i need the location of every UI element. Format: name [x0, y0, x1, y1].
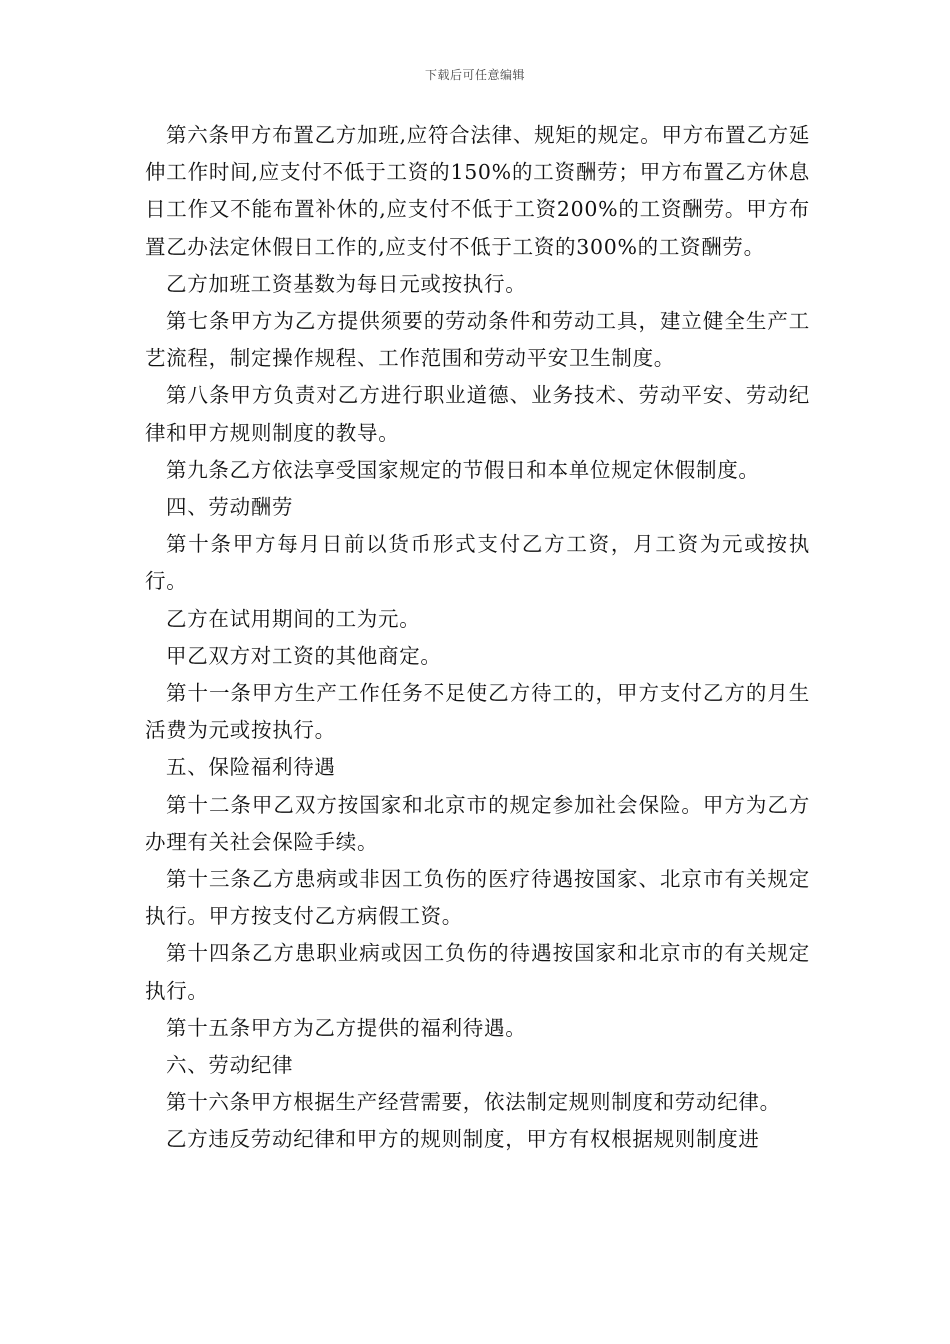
- overtime-base-paragraph: 乙方加班工资基数为每日元或按执行。: [166, 271, 527, 296]
- article-9-paragraph: 第九条乙方依法享受国家规定的节假日和本单位规定休假制度。: [166, 457, 760, 482]
- article-10-paragraph: 第十条甲方每月日前以货币形式支付乙方工资，月工资为元或按执行。: [145, 532, 810, 594]
- section-heading-labor-discipline: 六、劳动纪律: [166, 1053, 294, 1078]
- other-wage-agreement-paragraph: 甲乙双方对工资的其他商定。: [166, 643, 442, 668]
- article-13-paragraph: 第十三条乙方患病或非因工负伤的医疗待遇按国家、北京市有关规定执行。甲方按支付乙方病假工资。: [145, 867, 810, 929]
- document-body: [145, 117, 810, 1159]
- article-7-paragraph: 第七条甲方为乙方提供须要的劳动条件和劳动工具，建立健全生产工艺流程，制定操作规程、工作范围和劳动平安卫生制度。: [145, 309, 810, 371]
- page-header: 下载后可任意编辑: [424, 68, 525, 82]
- discipline-violation-paragraph: 乙方违反劳动纪律和甲方的规则制度，甲方有权根据规则制度进: [166, 1127, 760, 1152]
- probation-wage-paragraph: 乙方在试用期间的工为元。: [166, 606, 421, 631]
- section-heading-labor-pay: 四、劳动酬劳: [166, 495, 294, 520]
- article-15-paragraph: 第十五条甲方为乙方提供的福利待遇。: [166, 1015, 527, 1040]
- article-16-paragraph: 第十六条甲方根据生产经营需要，依法制定规则制度和劳动纪律。: [166, 1090, 781, 1115]
- article-14-paragraph: 第十四条乙方患职业病或因工负伤的待遇按国家和北京市的有关规定执行。: [145, 941, 810, 1003]
- section-heading-insurance-welfare: 五、保险福利待遇: [166, 755, 336, 780]
- article-11-paragraph: 第十一条甲方生产工作任务不足使乙方待工的，甲方支付乙方的月生活费为元或按执行。: [145, 681, 810, 743]
- article-12-paragraph: 第十二条甲乙双方按国家和北京市的规定参加社会保险。甲方为乙方办理有关社会保险手续。: [145, 792, 810, 854]
- article-6-paragraph: 第六条甲方布置乙方加班,应符合法律、规矩的规定。甲方布置乙方延伸工作时间,应支付不低于工资的150%的工资酬劳；甲方布置乙方休息日工作又不能布置补休的,应支付不低于工资200%的工资酬劳。甲方布置乙办法定休假日工作的,应支付不低于工资的300%的工资酬劳。: [145, 123, 810, 259]
- article-8-paragraph: 第八条甲方负责对乙方进行职业道德、业务技术、劳动平安、劳动纪律和甲方规则制度的教导。: [145, 383, 810, 445]
